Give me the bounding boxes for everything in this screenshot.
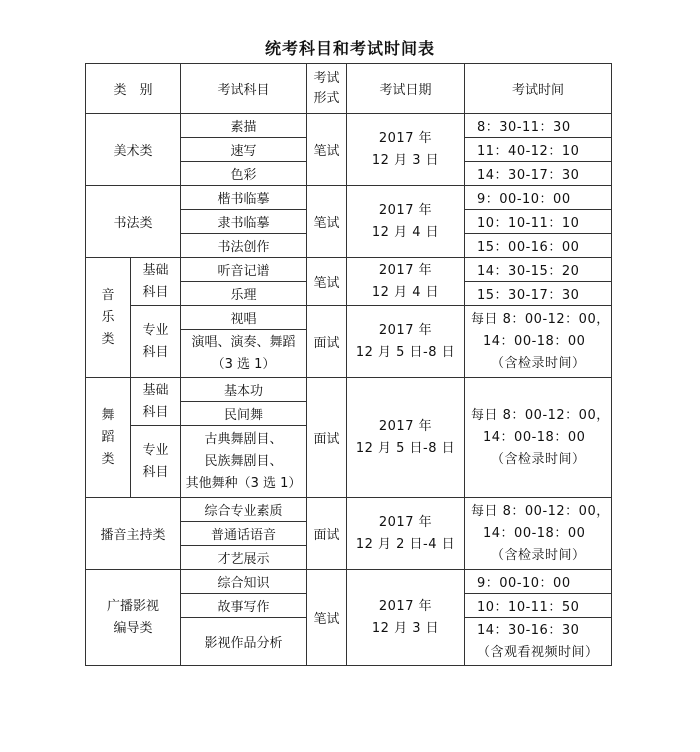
music-basic-time-2: 15：30-17：30 [465, 282, 612, 306]
dance-basic-label: 基础 科目 [131, 378, 181, 426]
music-major-form: 面试 [307, 306, 347, 378]
art-category: 美术类 [86, 114, 181, 186]
header-time: 考试时间 [465, 64, 612, 114]
art-row-1 [86, 114, 612, 138]
broadcast-category: 播音主持类 [86, 498, 181, 570]
music-major-subject-1: 视唱 [181, 306, 307, 330]
art-time-3: 14：30-17：30 [465, 162, 612, 186]
music-basic-time-1: 14：30-15：20 [465, 258, 612, 282]
music-basic-subject-1: 听音记谱 [181, 258, 307, 282]
film-form: 笔试 [307, 570, 347, 666]
header-row [86, 64, 612, 114]
music-category: 音 乐 类 [86, 258, 131, 378]
dance-category: 舞 蹈 类 [86, 378, 131, 498]
header-subject: 考试科目 [181, 64, 307, 114]
film-row-1 [86, 570, 612, 594]
art-subject-1: 素描 [181, 114, 307, 138]
calligraphy-category: 书法类 [86, 186, 181, 258]
art-subject-2: 速写 [181, 138, 307, 162]
film-time-3: 14：30-16：30 （含观看视频时间） [465, 618, 612, 666]
header-date: 考试日期 [347, 64, 465, 114]
music-basic-subject-2: 乐理 [181, 282, 307, 306]
film-date: 2017 年 12 月 3 日 [347, 570, 465, 666]
broadcast-time: 每日 8：00-12：00， 14：00-18：00 （含检录时间） [465, 498, 612, 570]
broadcast-subject-1: 综合专业素质 [181, 498, 307, 522]
music-major-time: 每日 8：00-12：00， 14：00-18：00 （含检录时间） [465, 306, 612, 378]
calligraphy-date: 2017 年 12 月 4 日 [347, 186, 465, 258]
calligraphy-subject-2: 隶书临摹 [181, 210, 307, 234]
art-subject-3: 色彩 [181, 162, 307, 186]
dance-basic-subject-2: 民间舞 [181, 402, 307, 426]
film-subject-3: 影视作品分析 [181, 618, 307, 666]
dance-row-1 [86, 378, 612, 402]
page-title: 统考科目和考试时间表 [264, 39, 435, 58]
dance-time: 每日 8：00-12：00， 14：00-18：00 （含检录时间） [465, 378, 612, 498]
film-subject-2: 故事写作 [181, 594, 307, 618]
broadcast-form: 面试 [307, 498, 347, 570]
broadcast-row-1 [86, 498, 612, 522]
dance-basic-subject-1: 基本功 [181, 378, 307, 402]
calligraphy-form: 笔试 [307, 186, 347, 258]
music-basic-label: 基础 科目 [131, 258, 181, 306]
calligraphy-time-1: 9：00-10：00 [465, 186, 612, 210]
film-time-2: 10：10-11：50 [465, 594, 612, 618]
music-basic-form: 笔试 [307, 258, 347, 306]
dance-major-subject: 古典舞剧目、 民族舞剧目、 其他舞种（3 选 1） [181, 426, 307, 498]
art-form: 笔试 [307, 114, 347, 186]
art-time-1: 8：30-11：30 [465, 114, 612, 138]
dance-major-label: 专业 科目 [131, 426, 181, 498]
dance-form: 面试 [307, 378, 347, 498]
film-time-1: 9：00-10：00 [465, 570, 612, 594]
broadcast-date: 2017 年 12 月 2 日-4 日 [347, 498, 465, 570]
broadcast-subject-2: 普通话语音 [181, 522, 307, 546]
art-date: 2017 年 12 月 3 日 [347, 114, 465, 186]
music-major-subject-2: 演唱、演奏、舞蹈 （3 选 1） [181, 330, 307, 378]
header-form: 考试 形式 [307, 64, 347, 114]
exam-schedule-table [85, 63, 612, 666]
music-major-date: 2017 年 12 月 5 日-8 日 [347, 306, 465, 378]
calligraphy-subject-1: 楷书临摹 [181, 186, 307, 210]
broadcast-subject-3: 才艺展示 [181, 546, 307, 570]
calligraphy-subject-3: 书法创作 [181, 234, 307, 258]
music-basic-date: 2017 年 12 月 4 日 [347, 258, 465, 306]
dance-date: 2017 年 12 月 5 日-8 日 [347, 378, 465, 498]
film-category: 广播影视 编导类 [86, 570, 181, 666]
music-row-1 [86, 258, 612, 282]
calligraphy-time-2: 10：10-11：10 [465, 210, 612, 234]
calligraphy-time-3: 15：00-16：00 [465, 234, 612, 258]
music-major-label: 专业 科目 [131, 306, 181, 378]
header-category: 类 别 [86, 64, 181, 114]
film-subject-1: 综合知识 [181, 570, 307, 594]
calligraphy-row-1 [86, 186, 612, 210]
art-time-2: 11：40-12：10 [465, 138, 612, 162]
music-row-3 [86, 306, 612, 330]
